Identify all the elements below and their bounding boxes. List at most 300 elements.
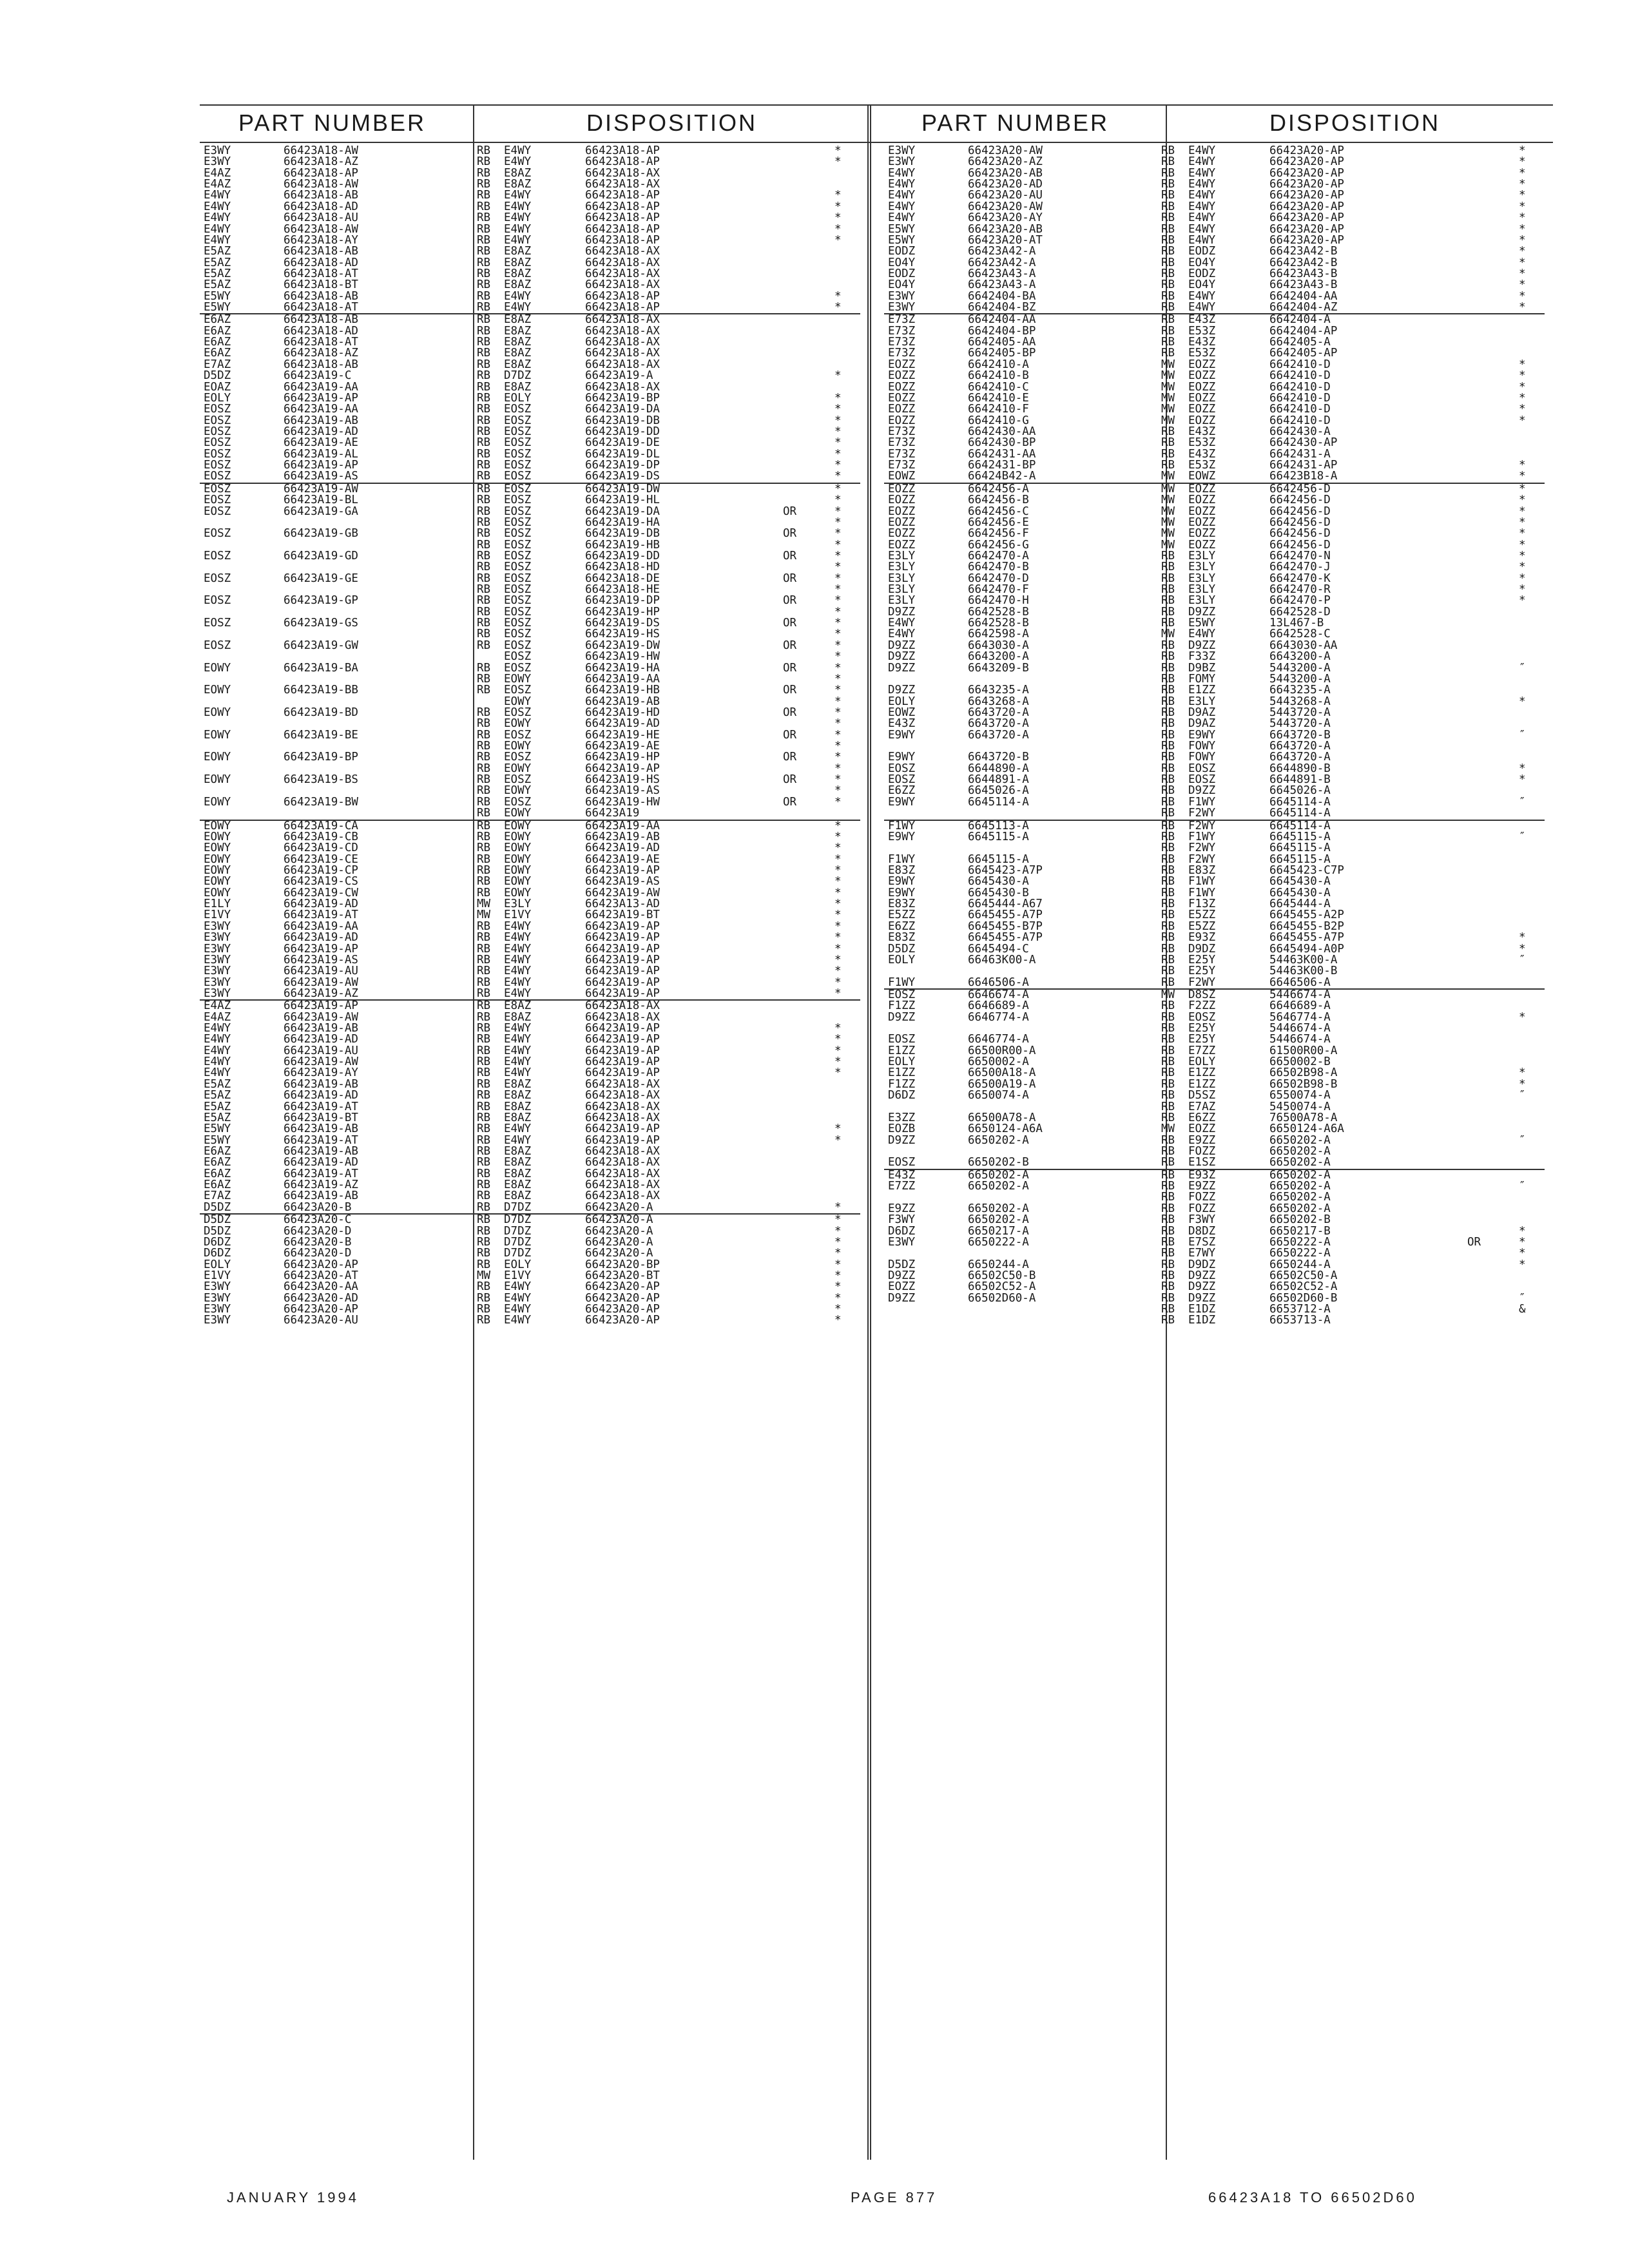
orig-part-number: 6643030-A xyxy=(968,639,1029,652)
orig-part-number: 66423A20-D xyxy=(284,1224,352,1238)
new-part-number: 6642430-AP xyxy=(1269,436,1338,450)
new-prefix: E3LY xyxy=(1188,594,1216,608)
new-prefix: E8AZ xyxy=(504,245,532,258)
note-mark: * xyxy=(834,144,842,157)
new-part-number: 66423A20-AP xyxy=(1269,233,1344,247)
orig-part-number: 66423A19-AS xyxy=(284,953,358,966)
disposition-code: RB xyxy=(1161,639,1175,652)
disposition-code: RB xyxy=(477,773,491,787)
new-prefix: E8AZ xyxy=(504,380,532,394)
new-prefix: E3LY xyxy=(1188,695,1216,708)
note-mark: * xyxy=(834,1033,842,1046)
new-part-number: 66423A19-HS xyxy=(585,773,660,787)
disposition-code: RB xyxy=(1161,1055,1175,1069)
note-mark: * xyxy=(834,773,842,787)
note-mark: * xyxy=(834,661,842,675)
orig-prefix: E5ZZ xyxy=(888,908,916,922)
orig-prefix: E83Z xyxy=(888,898,916,911)
note-mark: * xyxy=(834,515,842,529)
orig-prefix: E3WY xyxy=(888,301,916,314)
orig-part-number: 66502C50-B xyxy=(968,1269,1036,1282)
orig-prefix: D5DZ xyxy=(888,942,916,956)
disposition-code: RB xyxy=(1161,1066,1175,1080)
orig-prefix: EOWY xyxy=(204,852,231,866)
new-prefix: E25Y xyxy=(1188,1022,1216,1035)
new-part-number: 66423A18-AP xyxy=(585,222,660,236)
orig-part-number: 66423A18-AP xyxy=(284,166,358,180)
orig-part-number: 6643235-A xyxy=(968,684,1029,697)
orig-part-number: 66423A18-AB xyxy=(284,289,358,303)
new-part-number: 66423A18-AP xyxy=(585,144,660,157)
new-part-number: 66423A20-A xyxy=(585,1200,653,1214)
disposition-code: RB xyxy=(1161,144,1175,157)
disposition-code: RB xyxy=(1161,1010,1175,1024)
disposition-code: RB xyxy=(477,233,491,247)
orig-part-number: 6643200-A xyxy=(968,650,1029,664)
new-part-number: 6645455-A2P xyxy=(1269,908,1344,922)
new-part-number: 6644891-B xyxy=(1269,773,1331,787)
orig-prefix: E73Z xyxy=(888,425,916,438)
orig-part-number: 6642456-C xyxy=(968,505,1029,518)
orig-part-number: 6642456-G xyxy=(968,538,1029,552)
new-part-number: 6645115-A xyxy=(1269,830,1331,843)
new-part-number: 6642456-D xyxy=(1269,527,1331,541)
orig-part-number: 66423A19-AB xyxy=(284,1022,358,1035)
new-part-number: 66502C52-A xyxy=(1269,1280,1338,1294)
new-prefix: EOSZ xyxy=(504,650,532,664)
disposition-code: RB xyxy=(1161,1303,1175,1316)
note-mark: * xyxy=(834,369,842,383)
disposition-code: RB xyxy=(477,717,491,731)
orig-part-number: 6650222-A xyxy=(968,1235,1029,1249)
note-mark: * xyxy=(1519,931,1526,945)
orig-prefix: E4WY xyxy=(888,617,916,630)
new-prefix: E4WY xyxy=(504,1033,532,1046)
new-part-number: 66423A18-AP xyxy=(585,200,660,213)
new-part-number: 6645444-A xyxy=(1269,898,1331,911)
new-part-number: 6645423-C7P xyxy=(1269,864,1344,877)
new-prefix: EOZZ xyxy=(1188,391,1216,405)
disposition-code: MW xyxy=(1161,505,1175,518)
disposition-code: RB xyxy=(1161,898,1175,911)
disposition-code: RB xyxy=(1161,211,1175,225)
disposition-code: RB xyxy=(1161,256,1175,269)
orig-part-number: 66423A19-AB xyxy=(284,1144,358,1158)
orig-part-number: 66423A19-AW xyxy=(284,975,358,989)
orig-prefix: E5WY xyxy=(204,289,231,303)
new-part-number: 66423A19-DB xyxy=(585,414,660,427)
disposition-code: RB xyxy=(1161,650,1175,664)
table-row xyxy=(200,313,860,325)
disposition-code: RB xyxy=(477,482,491,495)
orig-prefix: EOAZ xyxy=(204,380,231,394)
orig-part-number: 6650202-A xyxy=(968,1168,1029,1182)
note-mark: * xyxy=(834,1200,842,1214)
orig-part-number: 66423A19-C xyxy=(284,369,352,383)
new-part-number: 66423A20-BP xyxy=(585,1258,660,1271)
table-row xyxy=(884,313,1545,325)
new-prefix: E93Z xyxy=(1188,1168,1216,1182)
orig-prefix: E4WY xyxy=(888,200,916,213)
note-mark: * xyxy=(834,751,842,764)
note-mark: * xyxy=(1519,695,1526,708)
new-prefix: EOSZ xyxy=(504,494,532,507)
orig-part-number: 66423A20-B xyxy=(284,1200,352,1214)
orig-prefix: E3WY xyxy=(204,965,231,978)
note-mark: * xyxy=(834,1055,842,1069)
new-part-number: 6642405-A xyxy=(1269,336,1331,349)
new-prefix: EOZZ xyxy=(1188,1122,1216,1136)
orig-part-number: 66423A18-AU xyxy=(284,211,358,225)
note-mark: * xyxy=(1519,762,1526,775)
orig-part-number: 66423A19-AW xyxy=(284,482,358,495)
orig-prefix: EOZZ xyxy=(888,494,916,507)
note-mark: * xyxy=(834,1247,842,1260)
disposition-code: RB xyxy=(1161,1022,1175,1035)
new-prefix: EOLY xyxy=(504,391,532,405)
note-mark: * xyxy=(834,672,842,686)
new-part-number: 66423A19-HW xyxy=(585,650,660,664)
disposition-code: RB xyxy=(477,762,491,775)
disposition-code: RB xyxy=(477,1111,491,1124)
disposition-code: RB xyxy=(477,155,491,169)
orig-part-number: 66423A20-AW xyxy=(968,200,1043,213)
disposition-code: RB xyxy=(477,289,491,303)
orig-part-number: 6646689-A xyxy=(968,999,1029,1013)
orig-part-number: 66423A19-AD xyxy=(284,1156,358,1169)
orig-prefix: E83Z xyxy=(888,931,916,945)
orig-part-number: 66423A19-AU xyxy=(284,965,358,978)
disposition-code: RB xyxy=(477,684,491,697)
table-row xyxy=(200,213,860,224)
disposition-code: RB xyxy=(1161,852,1175,866)
note-mark: * xyxy=(1519,178,1526,191)
orig-part-number: 66423A19-GD xyxy=(284,549,358,562)
new-part-number: 66423A20-AP xyxy=(1269,189,1344,202)
new-prefix: EOSZ xyxy=(504,751,532,764)
orig-part-number: 6642410-A xyxy=(968,358,1029,371)
disposition-code: MW xyxy=(1161,470,1175,483)
new-prefix: EOWY xyxy=(504,875,532,889)
orig-part-number: 6650202-A xyxy=(968,1213,1029,1227)
note-mark: * xyxy=(834,965,842,978)
new-part-number: 6642404-A xyxy=(1269,313,1331,327)
orig-prefix: D9ZZ xyxy=(888,1269,916,1282)
orig-part-number: 66423A20-AU xyxy=(284,1314,358,1327)
disposition-code: RB xyxy=(477,403,491,416)
new-prefix: E8AZ xyxy=(504,278,532,292)
new-prefix: E4WY xyxy=(504,1055,532,1069)
orig-part-number: 6650002-A xyxy=(968,1055,1029,1069)
new-part-number: 66423A19-BT xyxy=(585,908,660,922)
header-rule xyxy=(200,142,1553,143)
table-row xyxy=(200,999,860,1012)
note-mark: * xyxy=(1519,538,1526,552)
new-prefix: FOZZ xyxy=(1188,1191,1216,1204)
new-prefix: D5SZ xyxy=(1188,1089,1216,1102)
disposition-code: RB xyxy=(1161,875,1175,889)
orig-prefix: EOSZ xyxy=(204,403,231,416)
new-prefix: D9ZZ xyxy=(1188,1280,1216,1294)
table-row xyxy=(200,808,860,819)
note-mark: * xyxy=(834,728,842,742)
new-prefix: EOWY xyxy=(504,717,532,731)
orig-part-number: 6643720-B xyxy=(968,751,1029,764)
orig-prefix: D5DZ xyxy=(204,1213,231,1227)
new-prefix: E8AZ xyxy=(504,336,532,349)
new-prefix: E3LY xyxy=(504,898,532,911)
new-prefix: FOWY xyxy=(1188,740,1216,753)
new-prefix: FOZZ xyxy=(1188,1144,1216,1158)
note-mark: ″ xyxy=(1519,1133,1526,1147)
new-part-number: 6650202-A xyxy=(1269,1133,1331,1147)
disposition-code: RB xyxy=(477,1156,491,1169)
new-prefix: E4WY xyxy=(504,1303,532,1316)
disposition-code: RB xyxy=(477,189,491,202)
orig-part-number: 66423A18-AY xyxy=(284,233,358,247)
orig-part-number: 6646674-A xyxy=(968,988,1029,1001)
new-part-number: 66423A19-HP xyxy=(585,751,660,764)
orig-prefix: E73Z xyxy=(888,436,916,450)
new-prefix: E9ZZ xyxy=(1188,1180,1216,1193)
new-prefix: F2WY xyxy=(1188,975,1216,989)
note-mark: * xyxy=(1519,278,1526,292)
new-part-number: 6650202-A xyxy=(1269,1202,1331,1215)
orig-part-number: 6642470-A xyxy=(968,549,1029,562)
new-part-number: 66423A19-AE xyxy=(585,852,660,866)
disposition-code: RB xyxy=(1161,975,1175,989)
orig-part-number: 66423A20-AD xyxy=(284,1291,358,1305)
note-mark: * xyxy=(834,706,842,719)
new-prefix: EO4Y xyxy=(1188,256,1216,269)
new-part-number: 66423A18-AX xyxy=(585,336,660,349)
disposition-code: RB xyxy=(1161,447,1175,461)
table-row xyxy=(200,302,860,313)
table-row xyxy=(200,988,860,999)
new-part-number: 6642470-P xyxy=(1269,594,1331,608)
new-part-number: 6645455-B2P xyxy=(1269,919,1344,933)
new-prefix: EOWY xyxy=(504,784,532,798)
disposition-code: RB xyxy=(1161,807,1175,820)
or-flag: OR xyxy=(1467,1235,1481,1249)
disposition-code: RB xyxy=(1161,189,1175,202)
disposition-code: RB xyxy=(477,278,491,292)
orig-part-number: 66423A19-BS xyxy=(284,773,358,787)
orig-prefix: E3LY xyxy=(888,583,916,597)
new-prefix: D7DZ xyxy=(504,1200,532,1214)
note-mark: * xyxy=(1519,233,1526,247)
orig-prefix: E3WY xyxy=(204,1280,231,1294)
orig-prefix: E4AZ xyxy=(204,166,231,180)
new-part-number: 66423A19-AE xyxy=(585,740,660,753)
new-part-number: 6650202-B xyxy=(1269,1213,1331,1227)
new-part-number: 66423A19-HA xyxy=(585,515,660,529)
disposition-code: RB xyxy=(1161,1291,1175,1305)
orig-prefix: EOSZ xyxy=(204,572,231,585)
disposition-code: RB xyxy=(1161,819,1175,832)
disposition-code: MW xyxy=(477,908,491,922)
orig-part-number: 6645494-C xyxy=(968,942,1029,956)
new-prefix: EOLY xyxy=(504,1258,532,1271)
orig-prefix: EOSZ xyxy=(204,594,231,608)
orig-prefix: E43Z xyxy=(888,1168,916,1182)
orig-part-number: 66423A19-BL xyxy=(284,494,358,507)
disposition-code: RB xyxy=(1161,1168,1175,1182)
orig-prefix: D5DZ xyxy=(204,369,231,383)
orig-part-number: 66423A19-BE xyxy=(284,728,358,742)
orig-prefix: EOWY xyxy=(204,875,231,889)
new-part-number: 66423A20-AP xyxy=(1269,155,1344,169)
disposition-code: RB xyxy=(477,1010,491,1024)
center-divider xyxy=(867,104,871,2160)
new-part-number: 61500R00-A xyxy=(1269,1044,1338,1057)
orig-prefix: EOWY xyxy=(204,830,231,843)
disposition-code: RB xyxy=(477,1303,491,1316)
orig-prefix: EOSZ xyxy=(204,436,231,450)
new-prefix: F13Z xyxy=(1188,898,1216,911)
note-mark: * xyxy=(834,200,842,213)
new-part-number: 66423A19-DP xyxy=(585,459,660,472)
new-part-number: 6642456-D xyxy=(1269,515,1331,529)
disposition-code: MW xyxy=(477,898,491,911)
note-mark: * xyxy=(834,617,842,630)
table-row xyxy=(884,685,1545,696)
disposition-code: RB xyxy=(477,740,491,753)
new-part-number: 66423A19-DE xyxy=(585,436,660,450)
disposition-code: RB xyxy=(1161,1100,1175,1113)
new-part-number: 66423A20-A xyxy=(585,1213,653,1227)
disposition-code: RB xyxy=(477,1291,491,1305)
new-prefix: EOLY xyxy=(1188,1055,1216,1069)
new-prefix: EOSZ xyxy=(504,572,532,585)
orig-part-number: 66423A19-AT xyxy=(284,1133,358,1147)
note-mark: * xyxy=(834,898,842,911)
new-prefix: E8AZ xyxy=(504,178,532,191)
note-mark: * xyxy=(834,403,842,416)
new-prefix: E8AZ xyxy=(504,1189,532,1203)
new-part-number: 66502D60-B xyxy=(1269,1291,1338,1305)
disposition-code: RB xyxy=(477,470,491,483)
orig-part-number: 66423A18-AB xyxy=(284,358,358,371)
new-part-number: 66423A20-A xyxy=(585,1224,653,1238)
note-mark: * xyxy=(1519,527,1526,541)
orig-prefix: EOWY xyxy=(204,864,231,877)
table-row xyxy=(200,932,860,943)
orig-prefix: EOWY xyxy=(204,728,231,742)
note-mark: * xyxy=(834,1280,842,1294)
disposition-code: RB xyxy=(477,1314,491,1327)
disposition-code: RB xyxy=(477,639,491,652)
table-header xyxy=(200,104,1553,140)
new-prefix: EOSZ xyxy=(504,403,532,416)
note-mark: ″ xyxy=(1519,661,1526,675)
orig-prefix: EOSZ xyxy=(888,1033,916,1046)
orig-part-number: 66423A18-AB xyxy=(284,189,358,202)
note-mark: * xyxy=(834,717,842,731)
new-part-number: 66423A18-AX xyxy=(585,1111,660,1124)
orig-prefix: EOWY xyxy=(204,773,231,787)
new-part-number: 66423A18-AX xyxy=(585,999,660,1013)
new-part-number: 5443268-A xyxy=(1269,695,1331,708)
new-part-number: 6650222-A xyxy=(1269,1247,1331,1260)
orig-part-number: 66500A78-A xyxy=(968,1111,1036,1124)
new-part-number: 6642431-AP xyxy=(1269,459,1338,472)
orig-prefix: E3WY xyxy=(204,1303,231,1316)
new-part-number: 6645494-A0P xyxy=(1269,942,1344,956)
right-disposition-header: DISPOSITION xyxy=(1269,110,1441,136)
disposition-code: RB xyxy=(477,1280,491,1294)
new-prefix: E1DZ xyxy=(1188,1303,1216,1316)
new-part-number: 6642456-D xyxy=(1269,494,1331,507)
orig-part-number: 66423A19-AW xyxy=(284,1010,358,1024)
new-prefix: E8AZ xyxy=(504,1144,532,1158)
new-part-number: 66423A18-AX xyxy=(585,1077,660,1091)
new-part-number: 66423A43-B xyxy=(1269,278,1338,292)
disposition-code: RB xyxy=(1161,728,1175,742)
note-mark: * xyxy=(1519,494,1526,507)
orig-part-number: 66423A19-AD xyxy=(284,931,358,945)
new-prefix: F2WY xyxy=(1188,819,1216,832)
disposition-code: MW xyxy=(1161,538,1175,552)
new-prefix: D8SZ xyxy=(1188,988,1216,1001)
disposition-code: MW xyxy=(1161,494,1175,507)
new-part-number: 66423A18-AX xyxy=(585,245,660,258)
disposition-code: RB xyxy=(1161,324,1175,338)
new-part-number: 6642456-D xyxy=(1269,505,1331,518)
note-mark: ″ xyxy=(1519,1291,1526,1305)
orig-part-number: 6644891-A xyxy=(968,773,1029,787)
disposition-code: RB xyxy=(1161,1269,1175,1282)
note-mark: * xyxy=(834,795,842,809)
new-prefix: E53Z xyxy=(1188,324,1216,338)
disposition-code: RB xyxy=(1161,459,1175,472)
orig-part-number: 66423A18-AW xyxy=(284,178,358,191)
orig-part-number: 6642470-H xyxy=(968,594,1029,608)
orig-prefix: E73Z xyxy=(888,347,916,360)
new-prefix: D7DZ xyxy=(504,1213,532,1227)
new-prefix: EOZZ xyxy=(1188,414,1216,427)
disposition-code: RB xyxy=(477,886,491,899)
new-prefix: E8AZ xyxy=(504,267,532,280)
note-mark: * xyxy=(834,931,842,945)
new-part-number: 66423A19-AP xyxy=(585,931,660,945)
orig-part-number: 66423A19-AW xyxy=(284,1055,358,1069)
new-prefix: EOZZ xyxy=(1188,538,1216,552)
table-row xyxy=(884,1157,1545,1168)
new-part-number: 6645430-A xyxy=(1269,875,1331,889)
new-prefix: E1ZZ xyxy=(1188,684,1216,697)
new-prefix: E4WY xyxy=(504,189,532,202)
new-prefix: EODZ xyxy=(1188,245,1216,258)
new-prefix: F2WY xyxy=(1188,852,1216,866)
note-mark: * xyxy=(834,953,842,966)
orig-part-number: 66423A19-GE xyxy=(284,572,358,585)
disposition-code: RB xyxy=(1161,313,1175,327)
orig-prefix: E3WY xyxy=(888,144,916,157)
note-mark: * xyxy=(834,852,842,866)
disposition-code: RB xyxy=(1161,740,1175,753)
new-prefix: E53Z xyxy=(1188,436,1216,450)
new-part-number: 6642470-J xyxy=(1269,561,1331,574)
new-prefix: E4WY xyxy=(1188,233,1216,247)
new-prefix: D8DZ xyxy=(1188,1224,1216,1238)
new-part-number: 66423A18-AP xyxy=(585,155,660,169)
new-prefix: F1WY xyxy=(1188,886,1216,899)
new-prefix: EOSZ xyxy=(504,706,532,719)
new-prefix: E25Y xyxy=(1188,953,1216,966)
new-prefix: D7DZ xyxy=(504,369,532,383)
orig-prefix: D9ZZ xyxy=(888,639,916,652)
